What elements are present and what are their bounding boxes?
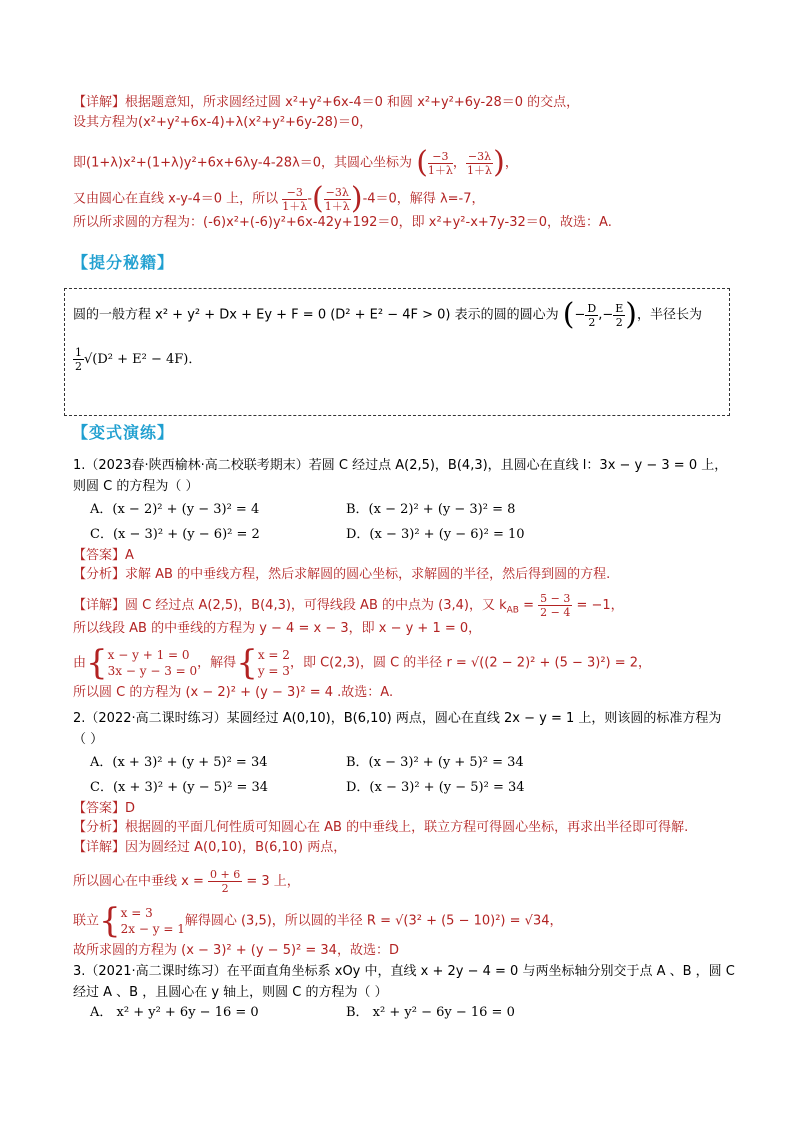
tips-line-1-text: 圆的一般方程 x² + y² + Dx + Ey + F = 0 (D² + E² − 4F > 0) 表示的圆的圆心为 xyxy=(73,307,559,323)
q2-detail-line-3-text: 联立 xyxy=(73,913,100,929)
tips-line-1: 圆的一般方程 x² + y² + Dx + Ey + F = 0 (D² + E² − 4F > 0) 表示的圆的圆心为 (− $\frac{D}{2}$ ,− $\frac{E}{2}$ )，半径长为 xyxy=(73,297,703,332)
tips-radius-formula: √(D² + E² − 4F)． xyxy=(84,352,202,367)
q1-option-c[interactable]: C．(x − 3)² + (y − 6)² = 2 xyxy=(90,527,260,542)
q1-option-a[interactable]: A．(x − 2)² + (y − 3)² = 4 xyxy=(90,502,260,517)
solution-line-4-text: 又由圆心在直线 x-y-4＝0 上，所以 xyxy=(73,191,279,207)
q1-detail-line-4: 所以圆 C 的方程为 (x − 2)² + (y − 3)² = 4 .故选：A. xyxy=(73,685,394,700)
q1-analysis: 【分析】求解 AB 的中垂线方程，然后求解圆的圆心坐标，求解圆的半径，然后得到圆的方程. xyxy=(73,567,611,582)
q2-detail-line-2 xyxy=(73,868,300,895)
fraction: $\frac{D}{2}$ xyxy=(587,301,597,329)
solution-line-3-text: 即(1+λ)x²+(1+λ)y²+6x+6λy-4-28λ＝0，其圆心坐标为 xyxy=(73,155,413,171)
q1-stem-line-2: 则圆 C 的方程为（ ） xyxy=(73,479,199,494)
q1-detail-line-1 xyxy=(73,592,624,620)
fraction: $\frac{-3}{1+\lambda}$ xyxy=(427,149,453,177)
fraction: $\frac{5 - 3}{2 - 4}$ xyxy=(540,592,571,619)
q2-stem-line-2: （ ） xyxy=(73,732,104,747)
q2-option-a[interactable]: A．(x + 3)² + (y + 5)² = 34 xyxy=(90,755,268,770)
solution-line-3: 即(1+λ)x²+(1+λ)y²+6x+6λy-4-28λ＝0，其圆心坐标为 ( $\frac{-3}{1+\lambda}$ ， $\frac{-3\lambda}{1+\lambda}$ )， xyxy=(73,145,518,180)
q2-detail-line-4: 故所求圆的方程为 (x − 3)² + (y − 5)² = 34，故选：D xyxy=(73,943,399,958)
q2-detail-line-3: 联立{ x = 3 2x − y = 1 解得圆心 (3,5)，所以圆的半径 R = √(3² + (5 − 10)²) = √34， xyxy=(73,901,563,941)
solve-label: ，解得 xyxy=(197,655,237,671)
q1-detail-line-2: 所以线段 AB 的中垂线的方程为 y − 4 = x − 3，即 x − y + 1 = 0， xyxy=(73,621,482,636)
solution-line-4: 又由圆心在直线 x-y-4＝0 上，所以 $\frac{-3}{1+\lambda}$ -( $\frac{-3\lambda}{1+\lambda}$ )-4＝0，解得 λ=-7， xyxy=(73,181,485,216)
q2-option-b[interactable]: B．(x − 3)² + (y + 5)² = 34 xyxy=(346,755,524,770)
fraction: $\frac{-3\lambda}{1+\lambda}$ xyxy=(467,149,492,177)
q3-stem-line-2: 经过 A 、B ，且圆心在 y 轴上，则圆 C 的方程为（ ） xyxy=(73,985,388,1000)
q2-detail-line-3-tail: 解得圆心 (3,5)，所以圆的半径 R = √(3² + (5 − 10)²) = √34， xyxy=(184,913,563,929)
solution-line-5: 所以所求圆的方程为：(-6)x²+(-6)y²+6x-42y+192＝0，即 x²+y²-x+7y-32＝0，故选：A. xyxy=(73,215,612,230)
q1-answer: 【答案】A xyxy=(73,548,134,563)
equals: = xyxy=(518,598,539,613)
q2-answer: 【答案】D xyxy=(73,801,136,816)
q2-analysis: 【分析】根据圆的平面几何性质可知圆心在 AB 的中垂线上，联立方程可得圆心坐标，再求出半径即可得解. xyxy=(73,820,689,835)
tips-line-1-tail: ，半径长为 xyxy=(637,307,703,323)
q1-detail-line-3: 由{ x − y + 1 = 0 3x − y − 3 = 0 ，解得{ x = 2 y = 3 ，即 C(2,3)，圆 C 的半径 r = √((2 − 2)² + (5 − 3)²) = 2， xyxy=(73,643,652,683)
fraction: $\frac{1}{2}$ xyxy=(75,346,82,373)
solution-line-4-tail: -4＝0，解得 λ=-7， xyxy=(362,191,485,207)
solution-system: x = 2 y = 3 xyxy=(257,648,290,678)
fraction: $\frac{-3}{1+\lambda}$ xyxy=(282,185,308,213)
q3-option-a[interactable]: A． x² + y² + 6y − 16 = 0 xyxy=(90,1005,259,1020)
slope-subscript: AB xyxy=(506,605,519,616)
q3-stem-line-1: 3.（2021·高二课时练习）在平面直角坐标系 xOy 中，直线 x + 2y − 4 = 0 与两坐标轴分别交于点 A 、B ，圆 C xyxy=(73,964,735,979)
fraction: $\frac{E}{2}$ xyxy=(615,301,624,329)
fraction: $\frac{0 + 6}{2}$ xyxy=(209,868,241,895)
q1-detail-line-1-text: 【详解】圆 C 经过点 A(2,5)，B(4,3)，可得线段 AB 的中点为 (3,4)，又 k xyxy=(73,598,507,613)
practice-heading: 【变式演练】 xyxy=(72,423,175,442)
q1-option-d[interactable]: D．(x − 3)² + (y − 6)² = 10 xyxy=(346,527,525,542)
fraction: $\frac{-3\lambda}{1+\lambda}$ xyxy=(324,185,350,213)
q3-option-b[interactable]: B． x² + y² − 6y − 16 = 0 xyxy=(346,1005,515,1020)
q1-option-b[interactable]: B．(x − 2)² + (y − 3)² = 8 xyxy=(346,502,516,517)
q1-stem-line-1: 1.（2023春·陕西榆林·高二校联考期末）若圆 C 经过点 A(2,5)，B(4,3)，且圆心在直线 l：3x − y − 3 = 0 上， xyxy=(73,458,728,473)
q1-detail-line-3-text: 由 xyxy=(73,655,87,671)
q1-detail-line-1-tail: = −1， xyxy=(572,598,624,613)
q2-option-c[interactable]: C．(x + 3)² + (y − 5)² = 34 xyxy=(90,780,269,795)
q2-stem-line-1: 2.（2022·高二课时练习）某圆经过 A(0,10)，B(6,10) 两点，圆心在直线 2x − y = 1 上，则该圆的标准方程为 xyxy=(73,711,722,726)
equation-system: x − y + 1 = 0 3x − y − 3 = 0 xyxy=(107,648,198,678)
equation-system: x = 3 2x − y = 1 xyxy=(120,906,185,936)
q2-detail-line-2-tail: = 3 上， xyxy=(242,874,300,889)
solution-line-1: 【详解】根据题意知，所求圆经过圆 x²+y²+6x-4＝0 和圆 x²+y²+6y-28＝0 的交点， xyxy=(73,95,580,110)
tips-line-2 xyxy=(73,346,201,373)
q1-detail-line-3-tail: ，即 C(2,3)，圆 C 的半径 r = √((2 − 2)² + (5 − 3)²) = 2， xyxy=(289,655,652,671)
tips-heading: 【提分秘籍】 xyxy=(72,253,175,272)
q2-option-d[interactable]: D．(x − 3)² + (y − 5)² = 34 xyxy=(346,780,525,795)
solution-line-2: 设其方程为(x²+y²+6x-4)+λ(x²+y²+6y-28)＝0， xyxy=(73,115,373,130)
q2-detail-line-2-text: 所以圆心在中垂线 x = xyxy=(73,874,208,889)
q2-detail-line-1: 【详解】因为圆经过 A(0,10)，B(6,10) 两点， xyxy=(73,840,347,855)
